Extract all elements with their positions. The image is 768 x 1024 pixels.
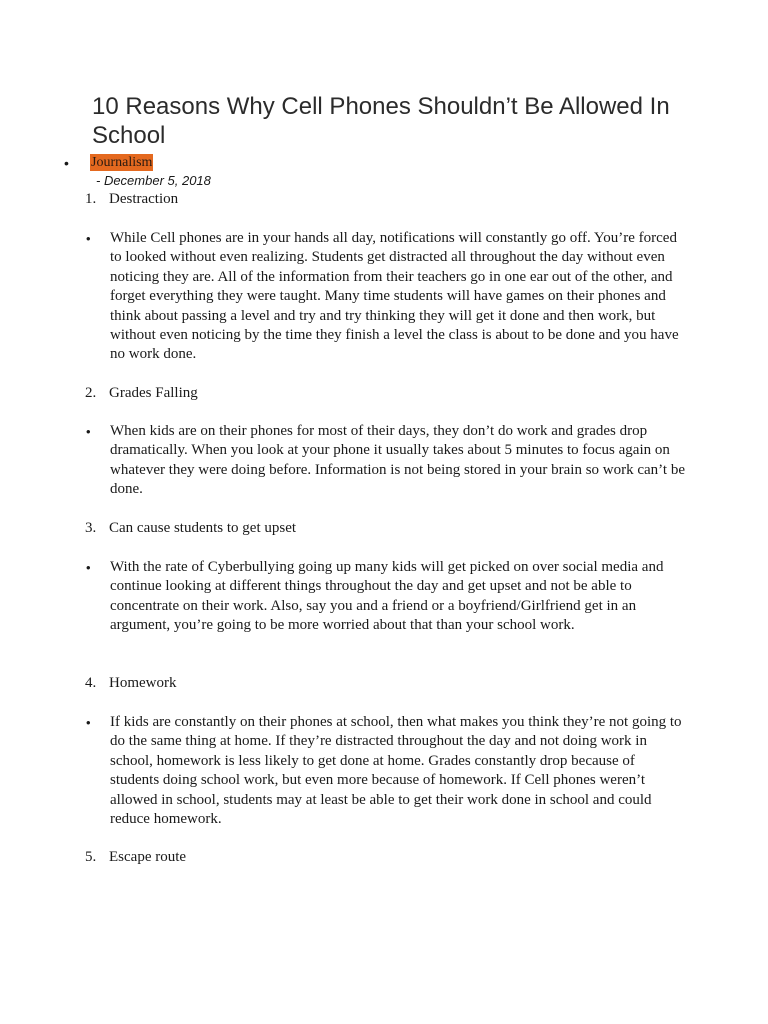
- paragraph-text: With the rate of Cyberbullying going up many kids will get picked on over social media and continue looking at different things throughout the day and get upset and not be able to concentrate on their work. Also, say you and a friend or a boyfriend/Girlfriend get in an argument, you’re going to be more worried about that than your school work.: [110, 559, 664, 634]
- section-number: 3.: [85, 520, 97, 536]
- section-heading: [85, 190, 178, 209]
- section-heading-text: Destraction: [109, 191, 179, 207]
- section-heading-text: Escape route: [109, 849, 187, 865]
- section-heading: [85, 519, 296, 538]
- section-heading-text: Can cause students to get upset: [109, 520, 297, 536]
- section-number: 1.: [85, 191, 97, 207]
- section-heading: [85, 384, 198, 403]
- section-heading: [85, 848, 186, 867]
- publish-date: - December 5, 2018: [96, 173, 211, 188]
- section-heading-text: Homework: [109, 675, 177, 691]
- section-paragraph: [86, 713, 686, 829]
- paragraph-text: While Cell phones are in your hands all day, notifications will constantly go off. You’re forced to looked without even realizing. Students get distracted all throughout the day without even noticing they are. All of the information from their teachers go in one ear out of the other, and forget everything they were taught. Many time students will have games on their phones and think about passing a level and try and try thinking they will get it done and then work, but without even noticing by the time they finish a level the class is about to be done and you have no work done.: [110, 230, 679, 363]
- section-heading-text: Grades Falling: [109, 385, 198, 401]
- section-paragraph: [86, 422, 686, 500]
- section-number: 4.: [85, 675, 97, 691]
- page-title: 10 Reasons Why Cell Phones Shouldn’t Be Allowed In School: [92, 93, 670, 149]
- bullet: •: [86, 424, 91, 439]
- paragraph-text: When kids are on their phones for most of their days, they don’t do work and grades drop dramatically. When you look at your phone it usually takes about 5 minutes to focus again on whatever they were doing before. Information is not being stored in your brain so work can’t be done.: [110, 423, 685, 498]
- section-number: 5.: [85, 849, 97, 865]
- section-paragraph: [86, 558, 686, 636]
- paragraph-text: If kids are constantly on their phones at school, then what makes you think they’re not going to do the same thing at home. If they’re distracted throughout the day and not doing work in school, homework is less likely to get done at home. Grades constantly drop because of students doing school work, but even more because of homework. If Cell phones weren’t allowed in school, students may at least be able to get their work done in school and could reduce homework.: [110, 714, 682, 828]
- section-paragraph: [86, 229, 686, 365]
- category-tag-link[interactable]: Journalism: [91, 155, 153, 170]
- section-number: 2.: [85, 385, 97, 401]
- bullet: •: [86, 560, 91, 575]
- section-heading: [85, 674, 177, 693]
- bullet: •: [86, 715, 91, 730]
- bullet: •: [86, 231, 91, 246]
- bullet: •: [64, 155, 69, 171]
